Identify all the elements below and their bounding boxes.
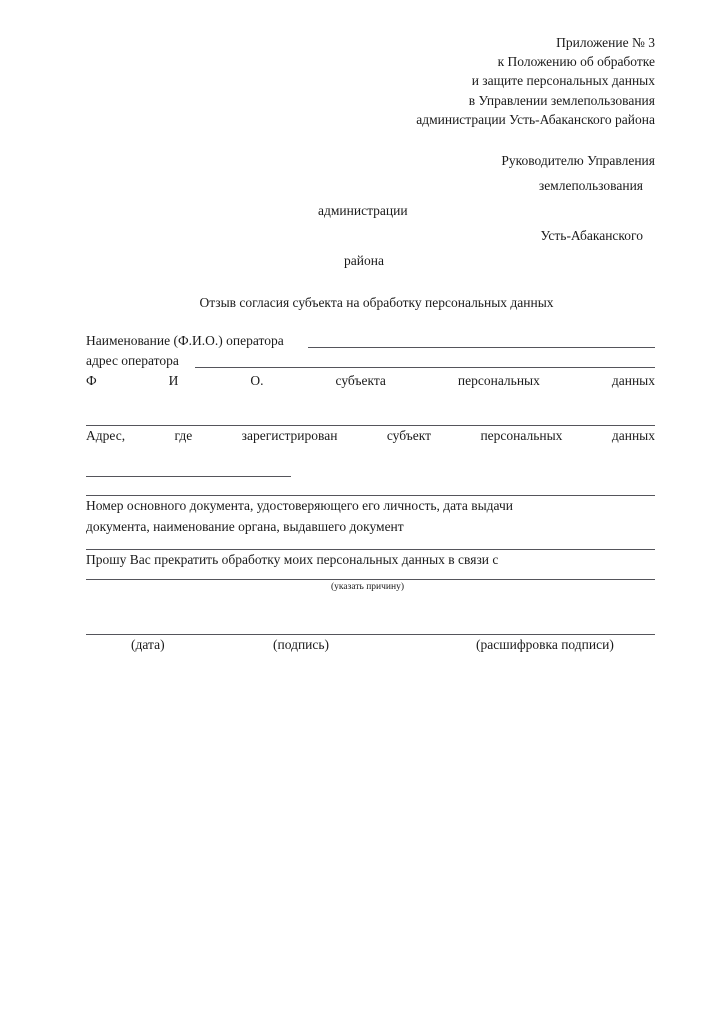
operator-address-input-line[interactable]: [195, 367, 655, 368]
addressee-row-3: [86, 201, 655, 226]
appendix-header-line-3: и защите персональных данных: [471, 73, 655, 89]
addressee-line-2: землепользования: [538, 178, 643, 194]
identity-document-caption-line-1: Номер основного документа, удостоверяющего его личность, дата выдачи: [86, 498, 514, 514]
appendix-header-block: [86, 33, 655, 129]
signature-legend-decoding: (расшифровка подписи): [476, 636, 614, 652]
document-content: [86, 0, 655, 655]
addressee-line-4: Усть-Абаканского: [540, 228, 643, 244]
operator-address-row: [86, 351, 655, 371]
addressee-line-1: Руководителю Управления: [501, 153, 655, 169]
addressee-row-1: [86, 151, 655, 176]
operator-name-row: [86, 331, 655, 351]
signature-legend-row: [86, 635, 655, 655]
document-title: Отзыв согласия субъекта на обработку персональных данных: [199, 295, 554, 311]
appendix-header-line-1: Приложение № 3: [556, 35, 655, 50]
identity-document-caption-line-2: документа, наименование органа, выдавшего документ: [86, 518, 404, 534]
subject-address-caption: Адрес, где зарегистрирован субъект персональных данных: [86, 428, 655, 444]
appendix-header-line-4: в Управлении землепользования: [468, 92, 655, 108]
signature-legend-date: (дата): [131, 636, 165, 652]
addressee-row-5: [86, 251, 655, 276]
form-body: [86, 331, 655, 655]
appendix-header-line-2: к Положению об обработке: [497, 54, 655, 70]
signature-legend-signature: (подпись): [273, 636, 330, 652]
operator-address-label: адрес оператора: [86, 353, 179, 369]
reason-hint: (указать причину): [331, 581, 404, 592]
request-text: Прошу Вас прекратить обработку моих персональных данных в связи с: [86, 552, 499, 568]
operator-name-label: Наименование (Ф.И.О.) оператора: [86, 333, 284, 349]
addressee-row-2: [86, 176, 655, 201]
operator-name-input-line[interactable]: [308, 347, 655, 348]
addressee-block: [86, 151, 655, 276]
appendix-header-line-5: администрации Усть-Абаканского района: [416, 111, 655, 127]
addressee-line-5: района: [344, 253, 384, 269]
subject-fio-caption: Ф И О. субъекта персональных данных: [86, 373, 655, 389]
addressee-row-4: [86, 226, 655, 251]
addressee-line-3: администрации: [318, 203, 408, 219]
